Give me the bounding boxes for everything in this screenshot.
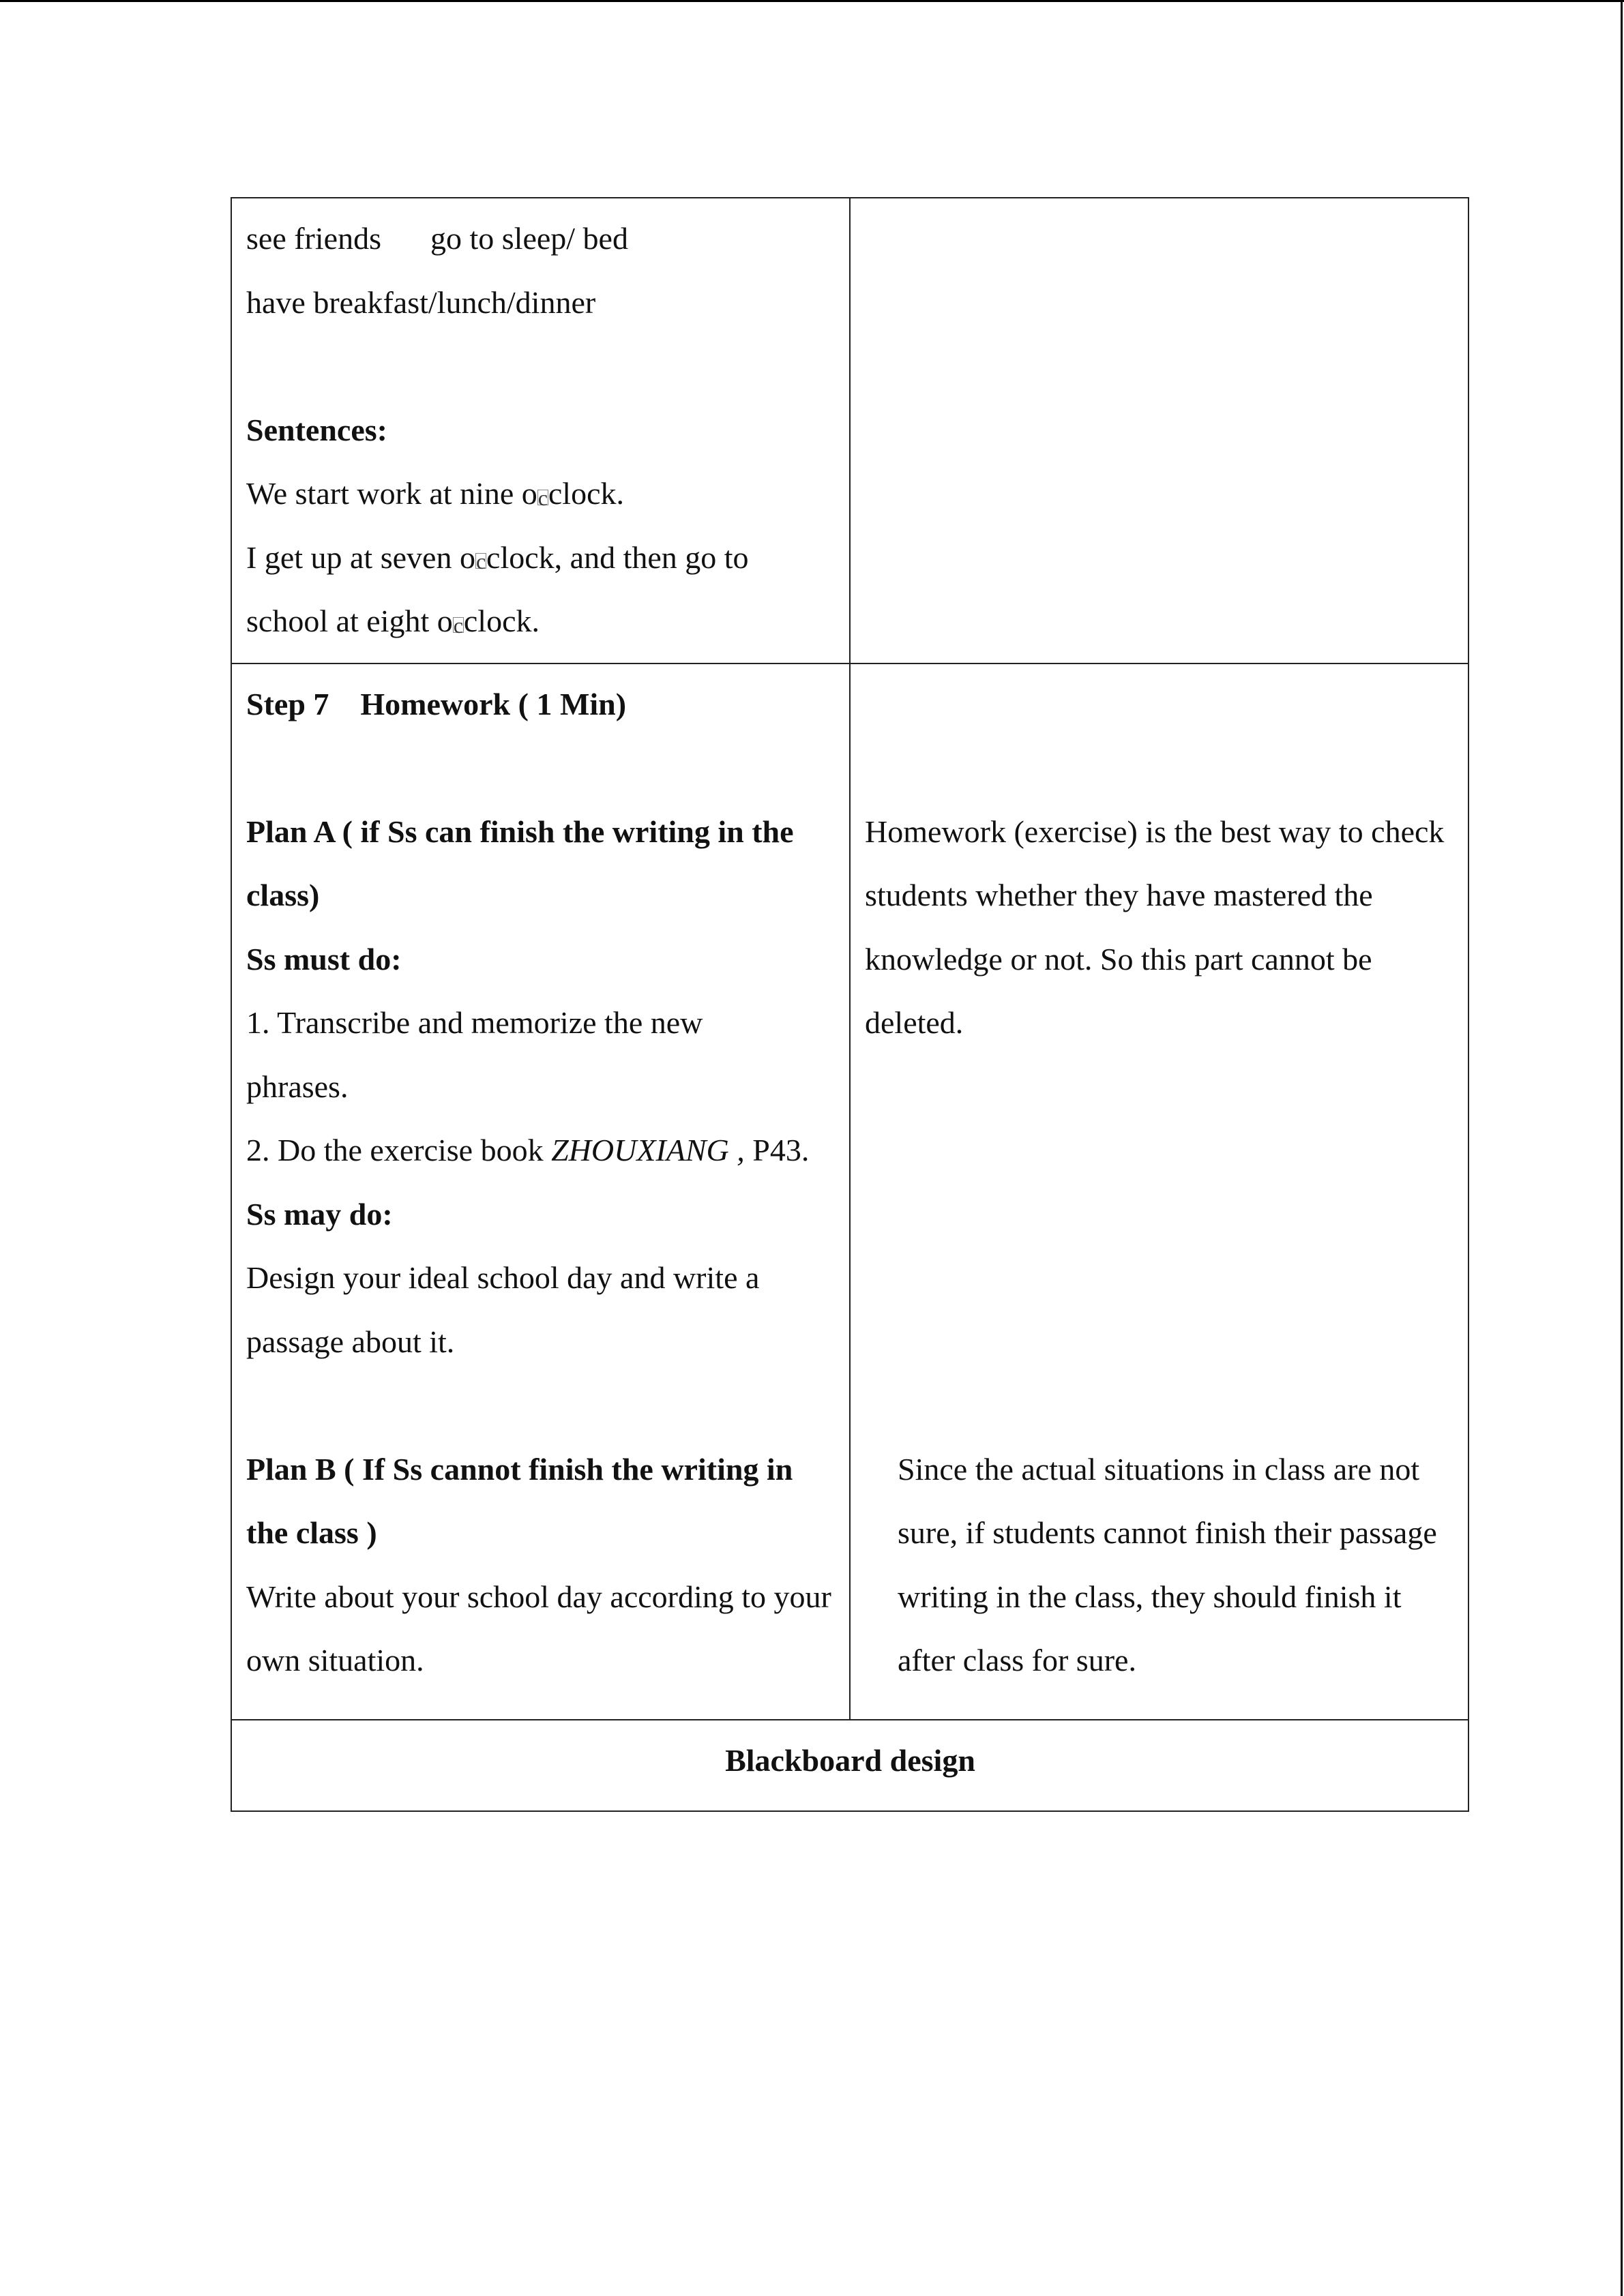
table-row-homework [231, 664, 1468, 1720]
plan-b-text: Write about your school day according to your own situation. [246, 1579, 831, 1678]
homework-cell [231, 664, 850, 1720]
page-border-top [0, 0, 1624, 2]
missing-glyph-box: c [453, 612, 464, 638]
missing-glyph-box: c [537, 485, 548, 510]
sentence-2-continued: school at eight occlock. [246, 603, 540, 638]
must-do-heading: Ss must do: [246, 941, 402, 976]
phrase-line-1 [246, 207, 836, 271]
vocabulary-cell [231, 198, 850, 664]
may-do-heading: Ss may do: [246, 1196, 393, 1232]
homework-rationale: Homework (exercise) is the best way to check students whether they have mastered the knowledge or not. So this part cannot be deleted. [865, 814, 1445, 1040]
plan-b-heading: Plan B ( If Ss cannot finish the writing in the class ) [246, 1451, 793, 1550]
plan-b-rationale: Since the actual situations in class are not sure, if students cannot finish their passage writing in the class, they should finish it after class for sure. [898, 1451, 1437, 1678]
table-row-vocabulary [231, 198, 1468, 664]
lesson-plan-table [231, 197, 1469, 1812]
may-do-item: Design your ideal school day and write a passage about it. [246, 1260, 760, 1359]
table-row-blackboard [231, 1720, 1468, 1811]
phrase-have-meals: have breakfast/lunch/dinner [246, 284, 596, 320]
sentences-heading: Sentences: [246, 412, 387, 447]
exercise-book-title: ZHOUXIANG , [551, 1133, 745, 1167]
step-7-title: Step 7 Homework ( 1 Min) [246, 686, 627, 721]
missing-glyph-box: c [475, 549, 486, 574]
sentence-1: We start work at nine occlock. [246, 476, 624, 511]
blackboard-design-heading: Blackboard design [231, 1720, 1468, 1811]
phrase-see-friends: see friends [246, 221, 381, 256]
page-border-right [1621, 0, 1623, 2296]
homework-notes-cell [850, 664, 1468, 1720]
plan-a-heading: Plan A ( if Ss can finish the writing in the class) [246, 814, 794, 912]
phrase-go-to-sleep: go to sleep/ bed [430, 221, 628, 256]
vocabulary-notes-cell [850, 198, 1468, 664]
sentence-2: I get up at seven occlock, and then go to [246, 539, 749, 575]
must-do-item-2: 2. Do the exercise book ZHOUXIANG , P43. [246, 1133, 810, 1167]
must-do-item-1: 1. Transcribe and memorize the new phrases. [246, 1005, 703, 1104]
